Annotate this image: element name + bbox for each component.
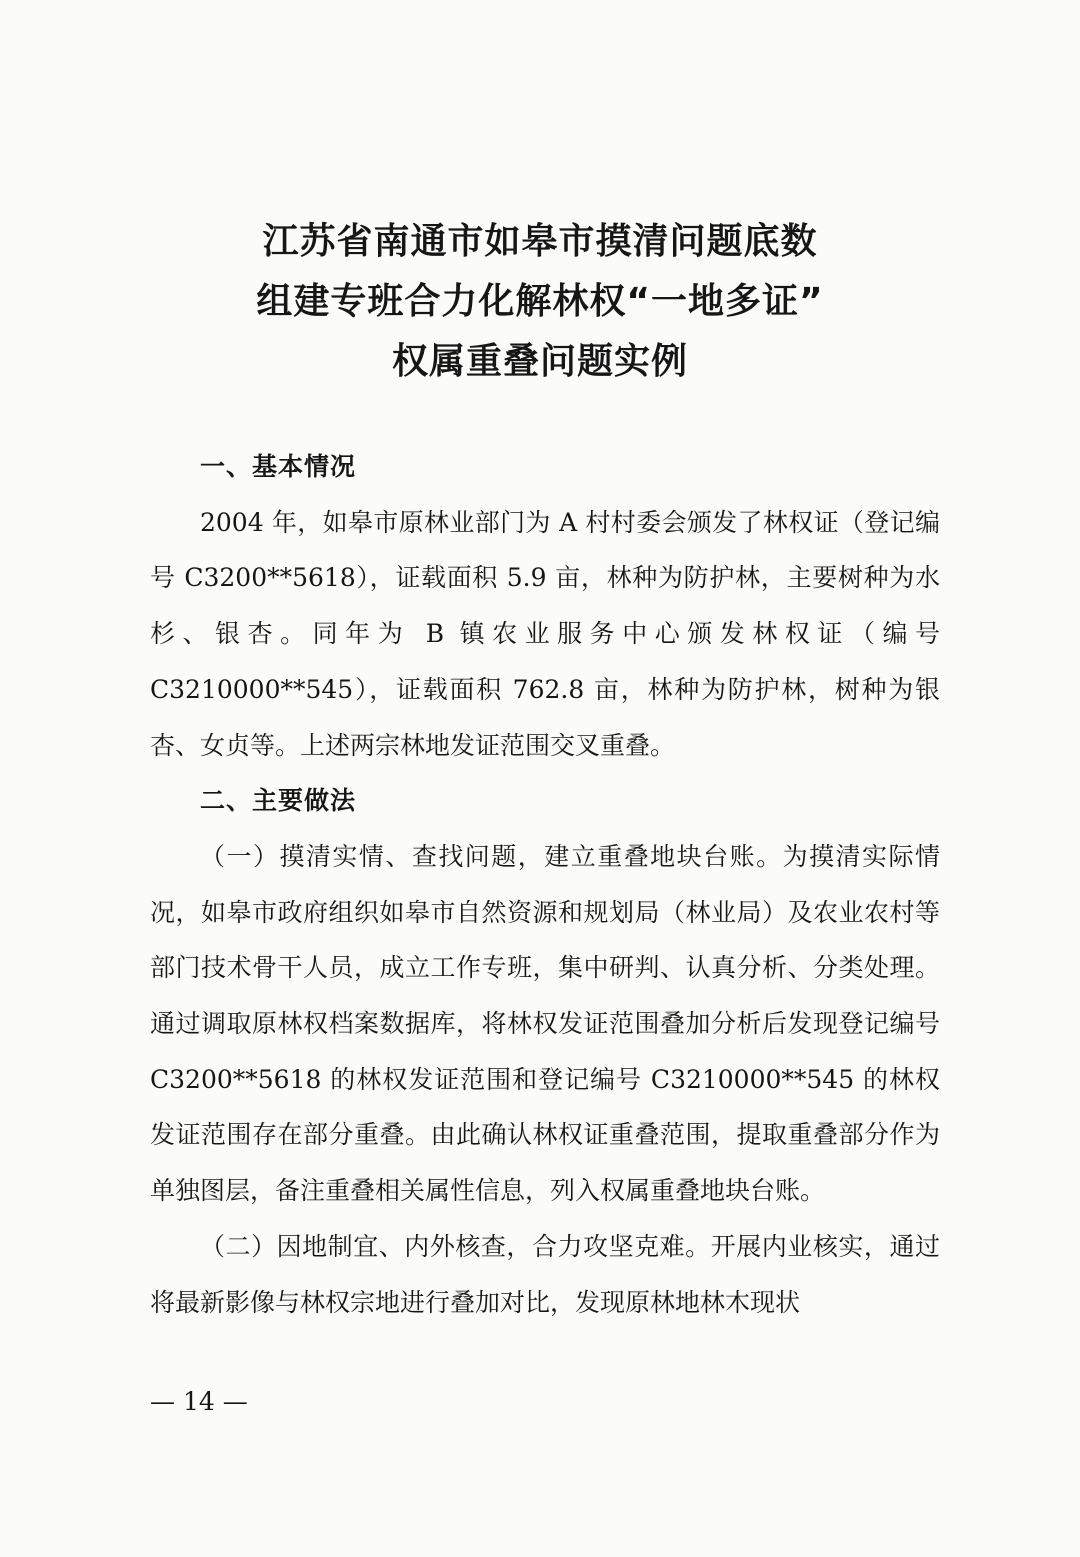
- paragraph-basic-situation: 2004 年，如皋市原林业部门为 A 村村委会颁发了林权证（登记编号 C3200**5618），证载面积 5.9 亩，林种为防护林，主要树种为水杉、银杏。同年为 B 镇农业服务中心颁发林权证（编号 C3210000**545），证载面积 762.8 亩，林种为防护林，树种为银杏、女贞等。上述两宗林地发证范围交叉重叠。: [150, 507, 940, 760]
- document-title: [0, 212, 1080, 392]
- paragraph-method-1: （一）摸清实情、查找问题，建立重叠地块台账。为摸清实际情况，如皋市政府组织如皋市自然资源和规划局（林业局）及农业农村等部门技术骨干人员，成立工作专班，集中研判、认真分析、分类处理。通过调取原林权档案数据库，将林权发证范围叠加分析后发现登记编号 C3200**5618 的林权发证范围和登记编号 C3210000**545 的林权发证范围存在部分重叠。由此确认林权证重叠范围，提取重叠部分作为单独图层，备注重叠相关属性信息，列入权属重叠地块台账。: [150, 841, 940, 1206]
- document-body: [150, 439, 940, 1330]
- title-line-2: 组建专班合力化解林权“一地多证”: [256, 281, 824, 322]
- page-number: — 14 —: [150, 1387, 248, 1416]
- paragraph-method-2: （二）因地制宜、内外核查，合力攻坚克难。开展内业核实，通过将最新影像与林权宗地进行叠加对比，发现原林地林木现状: [150, 1231, 940, 1317]
- section-heading-basic: 一、基本情况: [200, 452, 357, 481]
- title-line-1: 江苏省南通市如皋市摸清问题底数: [262, 221, 818, 262]
- title-line-3: 权属重叠问题实例: [391, 341, 688, 382]
- section-heading-methods: 二、主要做法: [200, 786, 357, 816]
